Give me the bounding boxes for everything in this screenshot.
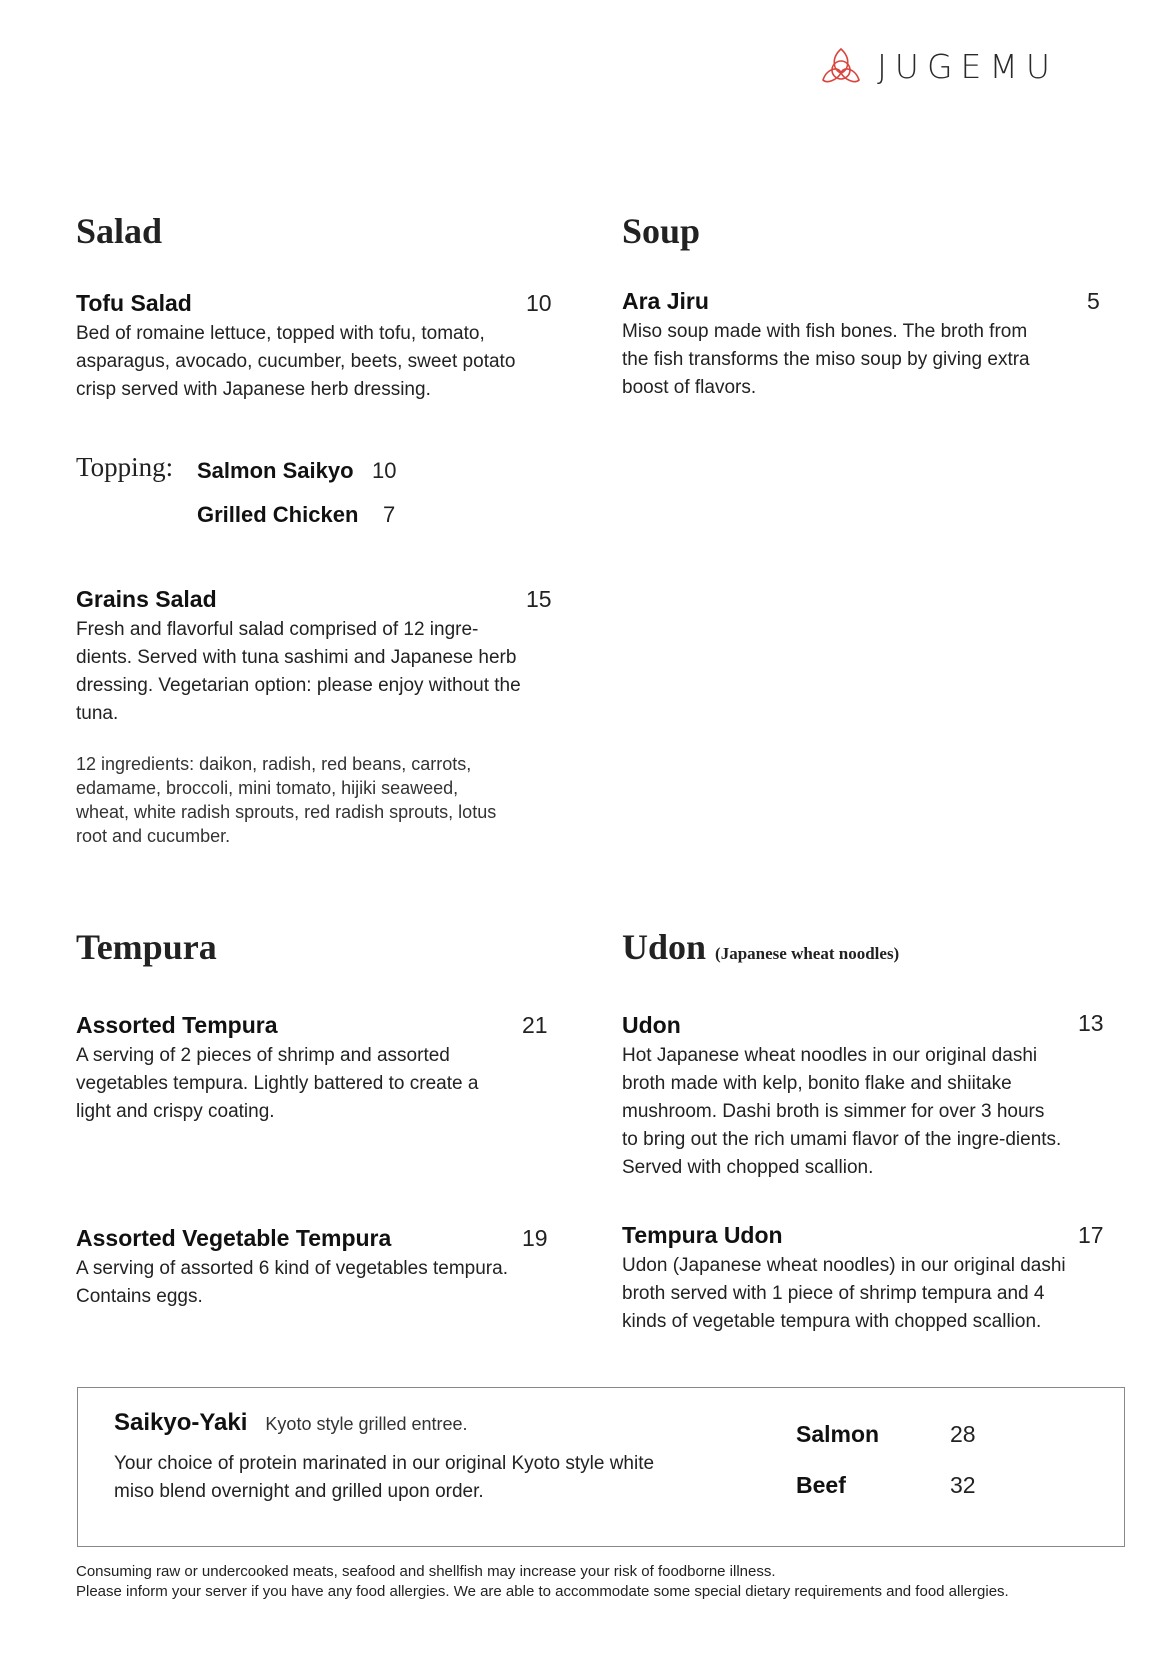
section-title-soup: Soup	[622, 211, 701, 251]
item-desc-udon: Hot Japanese wheat noodles in our original dashi broth made with kelp, bonito flake and shiitake mushroom. Dashi broth is simmer for over 3 hours to bring out the rich umami flavor of the ingre-dients. Served with chopped scallion.	[622, 1045, 1062, 1178]
item-name-udon: Udon	[622, 1012, 681, 1038]
item-name-grains-salad: Grains Salad	[76, 586, 217, 612]
item-name-tofu-salad: Tofu Salad	[76, 290, 192, 316]
saikyo-desc: Your choice of protein marinated in our original Kyoto style white miso blend overnight and grilled upon order.	[114, 1453, 655, 1502]
saikyo-price-beef: 32	[950, 1472, 976, 1498]
item-desc-tempura-udon: Udon (Japanese wheat noodles) in our original dashi broth served with 1 piece of shrimp tempura and 4 kinds of vegetable tempura with chopped scallion.	[622, 1255, 1066, 1332]
topping-name-salmon-saikyo: Salmon Saikyo	[197, 458, 354, 483]
section-title-tempura: Tempura	[76, 927, 217, 967]
brand-name: JUGEMU	[877, 46, 1058, 86]
item-desc-assorted-tempura: A serving of 2 pieces of shrimp and assorted vegetables tempura. Lightly battered to create a light and crispy coating.	[76, 1045, 479, 1122]
item-desc-grains-salad: Fresh and flavorful salad comprised of 12 ingre-dients. Served with tuna sashimi and Japanese herb dressing. Vegetarian option: please enjoy without the tuna.	[76, 619, 521, 724]
item-price-ara-jiru: 5	[1087, 288, 1100, 314]
item-price-tempura-udon: 17	[1078, 1222, 1104, 1248]
topping-name-grilled-chicken: Grilled Chicken	[197, 502, 359, 527]
saikyo-price-salmon: 28	[950, 1421, 976, 1447]
section-title-salad: Salad	[76, 211, 163, 251]
item-name-ara-jiru: Ara Jiru	[622, 288, 709, 314]
item-desc-vegetable-tempura: A serving of assorted 6 kind of vegetables tempura. Contains eggs.	[76, 1258, 508, 1307]
saikyo-option-salmon: Salmon	[796, 1421, 880, 1447]
item-price-udon: 13	[1078, 1010, 1104, 1036]
disclaimer-line-2: Please inform your server if you have any food allergies. We are able to accommodate some special dietary requirements and food allergies.	[76, 1583, 1009, 1600]
section-title-udon	[622, 926, 899, 968]
item-desc-tofu-salad: Bed of romaine lettuce, topped with tofu, tomato, asparagus, avocado, cucumber, beets, sweet potato crisp served with Japanese herb dressing.	[76, 323, 516, 400]
disclaimer-line-1: Consuming raw or undercooked meats, seafood and shellfish may increase your risk of foodborne illness.	[76, 1563, 776, 1580]
item-name-tempura-udon: Tempura Udon	[622, 1222, 783, 1248]
item-name-assorted-tempura: Assorted Tempura	[76, 1012, 278, 1038]
topping-label: Topping:	[76, 452, 174, 482]
item-name-vegetable-tempura: Assorted Vegetable Tempura	[76, 1225, 392, 1251]
saikyo-subtitle: Kyoto style grilled entree.	[265, 1414, 468, 1434]
topping-price-salmon-saikyo: 10	[372, 458, 397, 483]
section-subtitle-udon: (Japanese wheat noodles)	[715, 944, 900, 963]
item-ingredients-grains-salad: 12 ingredients: daikon, radish, red beans, carrots, edamame, broccoli, mini tomato, hijiki seaweed, wheat, white radish sprouts, red radish sprouts, lotus root and cucumber.	[76, 754, 497, 846]
item-price-vegetable-tempura: 19	[522, 1225, 548, 1251]
section-title-udon-text: Udon	[622, 927, 707, 967]
item-price-assorted-tempura: 21	[522, 1012, 548, 1038]
item-price-grains-salad: 15	[526, 586, 552, 612]
saikyo-header	[114, 1409, 468, 1437]
topping-price-grilled-chicken: 7	[383, 502, 396, 527]
saikyo-yaki-box	[77, 1387, 1125, 1547]
saikyo-option-beef: Beef	[796, 1472, 846, 1498]
brand-logo	[819, 46, 1058, 86]
disclaimer	[76, 1562, 1136, 1602]
triquetra-knot-icon	[819, 46, 863, 86]
item-price-tofu-salad: 10	[526, 290, 552, 316]
item-desc-ara-jiru: Miso soup made with fish bones. The broth from the fish transforms the miso soup by giving extra boost of flavors.	[622, 321, 1030, 398]
saikyo-title: Saikyo-Yaki	[114, 1409, 248, 1436]
